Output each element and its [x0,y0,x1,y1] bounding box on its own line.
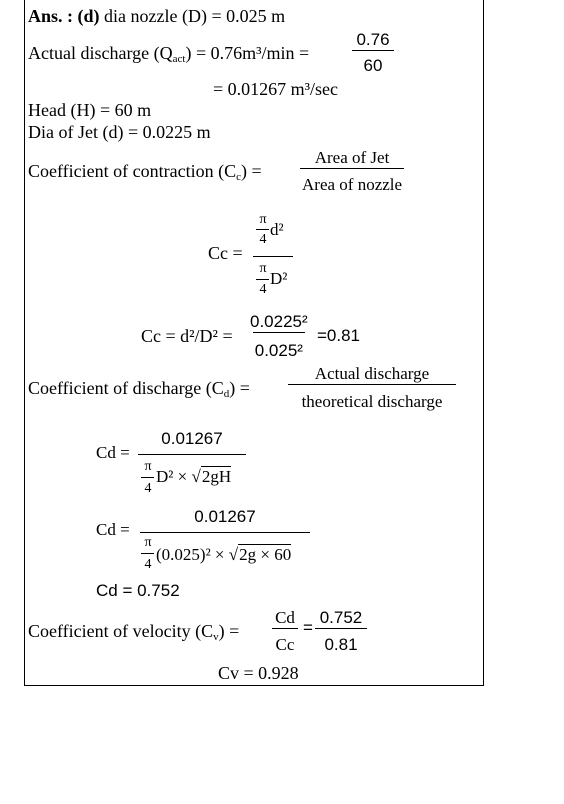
cd2-denominator: π 4 (0.025)² × √2g × 60 [140,533,310,579]
discharge-coeff-fraction: Actual discharge theoretical discharge [288,364,456,412]
cc-formula-lhs: Cc = [208,243,243,263]
contraction-fraction: Area of Jet Area of nozzle [302,148,403,194]
cc-value-result: =0.81 [317,326,361,345]
cd1-fraction: 0.01267 π 4 D² × √2gH [138,428,246,501]
cd1-mid: D² × √2gH [156,467,232,486]
cc-formula-numerator: π 4 d² [253,210,295,256]
contraction-label: Coefficient of contraction $(C_c)$ = [28,161,262,183]
answer-line [28,6,285,26]
cc-formula-denominator: π 4 D² [253,257,295,303]
cv-value: Cv = 0.928 [218,663,299,683]
actual-discharge-label: Actual discharge $(Q_{act}) = 0.76m^3/\min$ = [28,43,310,65]
nozzle-diameter-text: dia nozzle (D) = 0.025 m [99,6,286,26]
head-text: Head (H) = 60 m [28,100,152,120]
discharge-result: = 0.01267 m³/sec [213,79,339,99]
cc-formula-fraction [253,210,295,303]
cd2-mid: (0.025)² × √2g × 60 [156,545,292,564]
cd1-denominator: π 4 D² × √2gH [138,455,246,501]
discharge-coeff-label: Coefficient of discharge $(C_d)$ = [28,378,250,400]
cd-value: Cd = 0.752 [96,581,180,600]
jet-diameter-text: Dia of Jet (d) = 0.0225 m [28,122,211,142]
cc-value-lhs: Cc = d²/D² = [141,326,233,346]
velocity-label: Coefficient of velocity $(C_v)$ = [28,621,240,643]
answer-prefix: Ans. : (d) [28,6,100,26]
cd2-lhs: Cd = [96,520,130,539]
discharge-fraction: $\frac{0.76}{60}$ [352,30,394,76]
velocity-equals: = [303,618,313,637]
cd1-lhs: Cd = [96,443,130,462]
cc-value-fraction: $\frac{\text{0.0225²}}{\text{0.025²}}$ [250,312,308,360]
velocity-fraction-1: $\frac{Cd}{Cc}$ [272,608,298,655]
velocity-fraction-2: $\frac{0.752}{0.81}$ [315,608,367,655]
cd2-fraction: 0.01267 π 4 (0.025)² × √2g × 60 [140,506,310,579]
